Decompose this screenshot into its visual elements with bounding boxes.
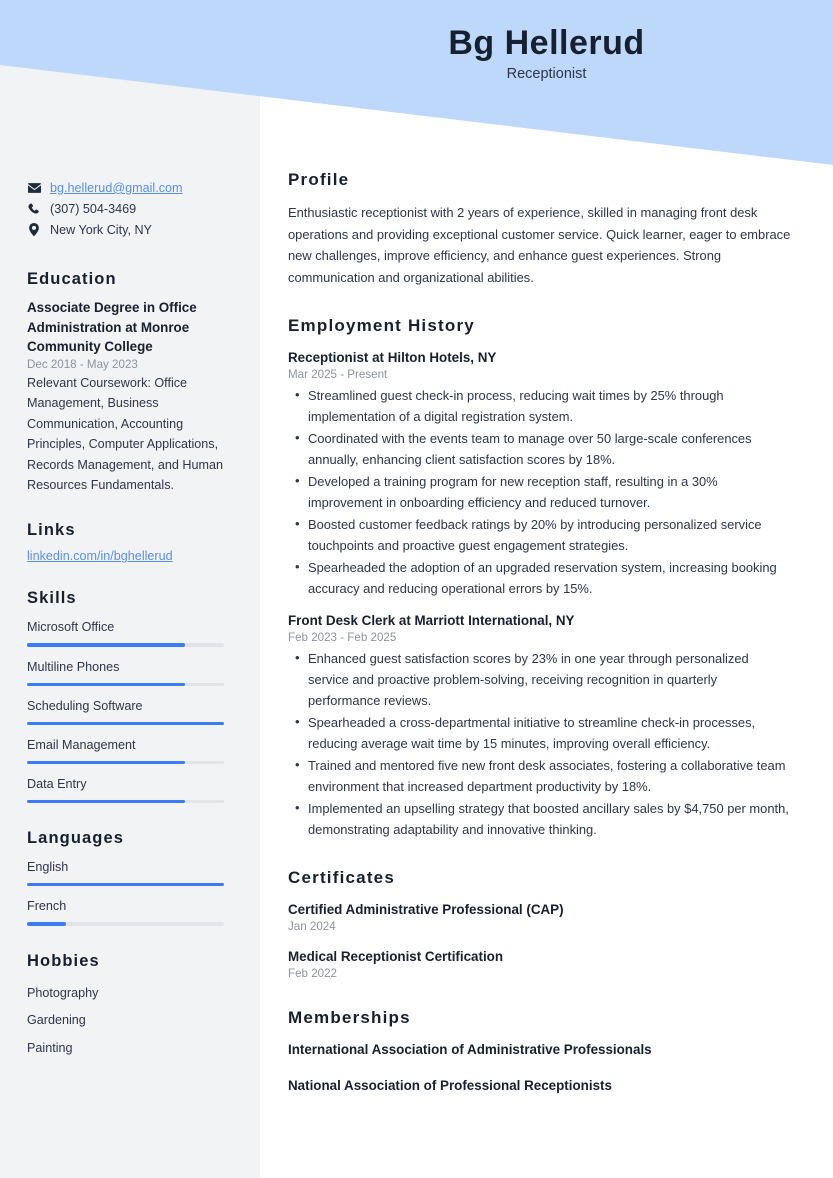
profile-section	[288, 170, 793, 288]
contact-row-location	[27, 220, 224, 241]
language-meter-track	[27, 883, 224, 886]
job-bullet: • Boosted customer feedback ratings by 20% by introducing personalized service touchpoints and proactive guest engagement strategies.	[288, 514, 793, 556]
job-title: Receptionist at Hilton Hotels, NY	[288, 350, 497, 365]
languages-section	[27, 829, 224, 925]
page-title: Bg Hellerud	[448, 24, 645, 62]
certificate-title: Certified Administrative Professional (CAP)	[288, 902, 564, 917]
language-meter-fill	[27, 883, 224, 886]
job-entry	[288, 611, 793, 840]
job-bullet-list	[288, 385, 793, 599]
languages-heading: Languages	[27, 829, 125, 848]
contact-phone-text: (307) 504-3469	[50, 201, 137, 216]
skill-item	[27, 696, 224, 725]
phone-icon	[27, 203, 41, 215]
skill-meter-fill	[27, 683, 185, 686]
sidebar	[0, 0, 260, 1178]
memberships-heading: Memberships	[288, 1008, 411, 1027]
hobby-item: Gardening	[27, 1013, 86, 1028]
language-item	[27, 896, 224, 925]
links-heading: Links	[27, 521, 76, 540]
skill-label: Data Entry	[27, 777, 87, 792]
skill-meter-fill	[27, 761, 185, 764]
job-bullet: • Coordinated with the events team to manage over 50 large-scale conferences annually, enhancing client satisfaction scores by 18%.	[288, 428, 793, 470]
job-bullet: • Spearheaded a cross-departmental initiative to streamline check-in processes, reducing average wait time by 15 minutes, improving overall efficiency.	[288, 712, 793, 754]
job-bullet: • Spearheaded the adoption of an upgraded reservation system, increasing booking accuracy and reducing operational errors by 15%.	[288, 557, 793, 599]
certificate-item	[288, 947, 793, 980]
hobbies-section	[27, 952, 224, 1063]
profile-text: Enthusiastic receptionist with 2 years of experience, skilled in managing front desk operations and providing exceptional customer service. Quick learner, eager to embrace new challenges, improve efficiency, and enhance guest experiences. Strong communication and organizational abilities.	[288, 205, 791, 285]
job-bullet: • Streamlined guest check-in process, reducing wait times by 25% through implementation of a digital registration system.	[288, 385, 793, 427]
contact-email-text[interactable]: bg.hellerud@gmail.com	[50, 181, 183, 195]
education-heading: Education	[27, 270, 117, 289]
skill-item	[27, 735, 224, 764]
contact-row-phone	[27, 199, 224, 220]
skill-label: Multiline Phones	[27, 659, 120, 674]
employment-section	[288, 316, 793, 840]
job-date: Mar 2025 - Present	[288, 368, 388, 381]
language-meter-track	[27, 922, 224, 925]
employment-heading: Employment History	[288, 316, 475, 335]
skills-heading: Skills	[27, 589, 77, 608]
links-section	[27, 521, 224, 563]
skill-item	[27, 617, 224, 646]
education-item-title: Associate Degree in Office Administration at Monroe Community College	[27, 300, 197, 355]
membership-item: National Association of Professional Receptionists	[288, 1078, 612, 1093]
job-bullet: • Developed a training program for new reception staff, resulting in a 30% improvement in onboarding efficiency and reduced turnover.	[288, 471, 793, 513]
header-subtitle: Receptionist	[506, 66, 587, 83]
certificate-title: Medical Receptionist Certification	[288, 949, 504, 964]
map-pin-icon	[27, 223, 41, 236]
skill-meter-track	[27, 800, 224, 803]
link-item-linkedin[interactable]: linkedin.com/in/bghellerud	[27, 549, 173, 564]
membership-item: International Association of Administrative Professionals	[288, 1042, 652, 1057]
language-meter-fill	[27, 922, 66, 925]
skill-meter-track	[27, 761, 224, 764]
memberships-section	[288, 1008, 793, 1095]
certificate-date: Jan 2024	[288, 920, 336, 933]
job-entry	[288, 348, 793, 599]
language-item	[27, 857, 224, 886]
skill-meter-track	[27, 722, 224, 725]
skill-item	[27, 774, 224, 803]
profile-heading: Profile	[288, 170, 350, 189]
job-bullet-list	[288, 648, 793, 840]
contact-list	[27, 178, 224, 240]
skill-meter-fill	[27, 643, 185, 646]
skill-label: Email Management	[27, 737, 136, 752]
job-bullet: • Trained and mentored five new front desk associates, fostering a collaborative team environment that increased department productivity by 18%.	[288, 755, 793, 797]
certificate-item	[288, 900, 793, 933]
certificates-section	[288, 868, 793, 980]
education-item-date: Dec 2018 - May 2023	[27, 357, 138, 371]
skill-meter-track	[27, 643, 224, 646]
hobby-item: Painting	[27, 1040, 73, 1055]
main-content	[260, 0, 833, 1123]
skill-meter-fill	[27, 722, 224, 725]
contact-row-email[interactable]	[27, 178, 224, 199]
language-label: English	[27, 860, 69, 875]
job-title: Front Desk Clerk at Marriott International, NY	[288, 613, 575, 628]
skills-section	[27, 589, 224, 803]
job-date: Feb 2023 - Feb 2025	[288, 631, 397, 644]
certificate-date: Feb 2022	[288, 967, 337, 980]
skill-label: Scheduling Software	[27, 698, 143, 713]
skill-label: Microsoft Office	[27, 620, 115, 635]
education-item-description: Relevant Coursework: Office Management, Business Communication, Accounting Principles, Computer Applications, Records Management, and Human Resources Fundamentals.	[27, 375, 224, 492]
contact-location-text: New York City, NY	[50, 222, 152, 237]
skill-meter-track	[27, 683, 224, 686]
skill-meter-fill	[27, 800, 185, 803]
envelope-icon	[27, 183, 41, 193]
certificates-heading: Certificates	[288, 868, 395, 887]
skill-item	[27, 657, 224, 686]
education-section	[27, 270, 224, 495]
job-bullet: • Enhanced guest satisfaction scores by 23% in one year through personalized service and proactive problem-solving, receiving recognition in quarterly performance reviews.	[288, 648, 793, 711]
job-bullet: • Implemented an upselling strategy that boosted ancillary sales by $4,750 per month, demonstrating adaptability and innovative thinking.	[288, 798, 793, 840]
hobby-item: Photography	[27, 985, 99, 1000]
hobbies-heading: Hobbies	[27, 951, 100, 970]
education-item	[27, 298, 224, 495]
language-label: French	[27, 899, 67, 914]
